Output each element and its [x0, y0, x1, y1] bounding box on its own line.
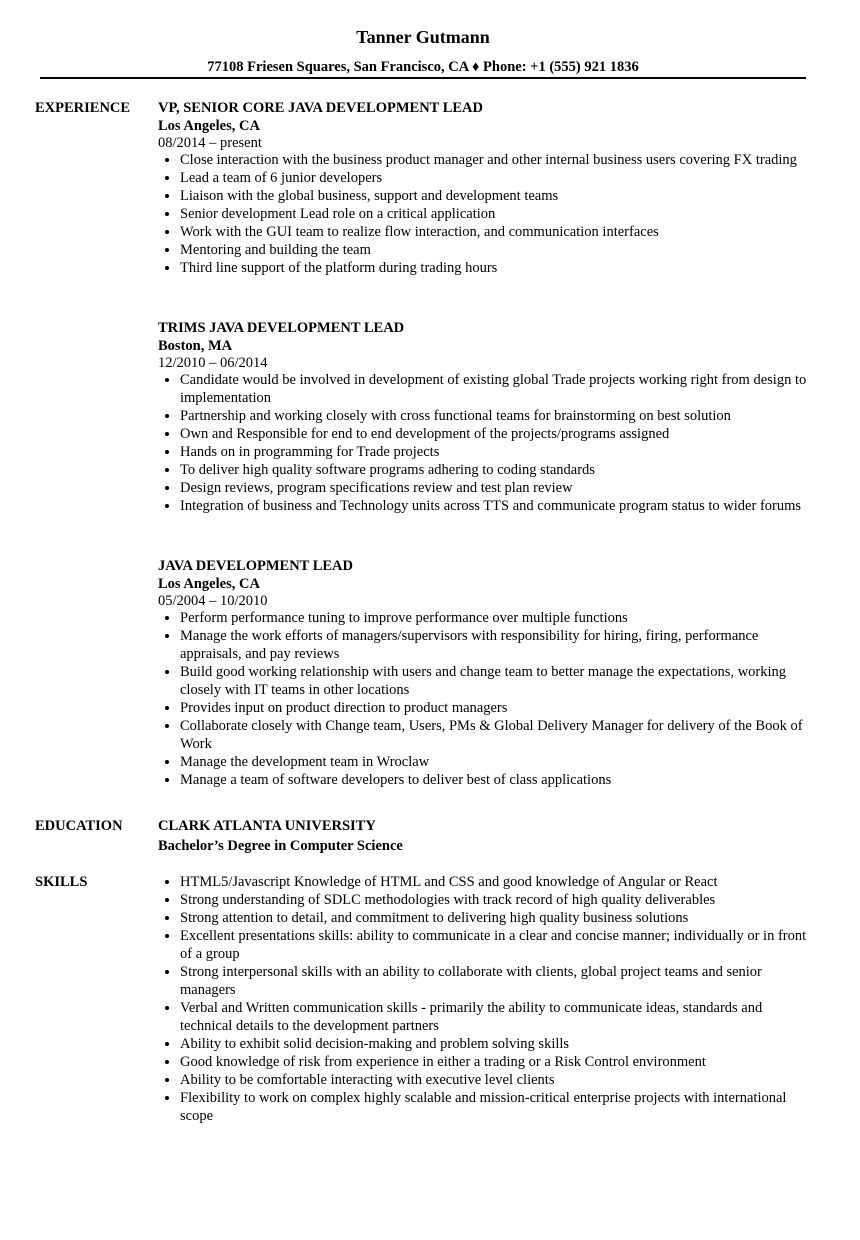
- skill-item: Strong interpersonal skills with an ability to collaborate with clients, global project teams and senior managers: [158, 963, 808, 999]
- section-label-education: EDUCATION: [35, 818, 123, 834]
- job-bullet: Collaborate closely with Change team, Users, PMs & Global Delivery Manager for delivery of the Book of Work: [158, 717, 808, 753]
- job-bullet: Senior development Lead role on a critical application: [158, 205, 808, 223]
- job-bullet: Liaison with the global business, support and development teams: [158, 187, 808, 205]
- job-bullet: Partnership and working closely with cross functional teams for brainstorming on best solution: [158, 407, 808, 425]
- job-bullet: To deliver high quality software programs adhering to coding standards: [158, 461, 808, 479]
- skill-item: Ability to exhibit solid decision-making and problem solving skills: [158, 1035, 808, 1053]
- skill-item: Ability to be comfortable interacting with executive level clients: [158, 1071, 808, 1089]
- header-divider: [40, 77, 806, 79]
- skill-item: HTML5/Javascript Knowledge of HTML and CSS and good knowledge of Angular or React: [158, 873, 808, 891]
- job-bullet: Candidate would be involved in development of existing global Trade projects working right from design to implementation: [158, 371, 808, 407]
- job-title: VP, SENIOR CORE JAVA DEVELOPMENT LEAD: [158, 100, 483, 116]
- job-dates: 05/2004 – 10/2010: [158, 593, 268, 609]
- skill-item: Flexibility to work on complex highly scalable and mission-critical enterprise projects with international scope: [158, 1089, 808, 1125]
- job-location: Los Angeles, CA: [158, 576, 260, 592]
- job-location: Los Angeles, CA: [158, 118, 260, 134]
- skill-item: Strong attention to detail, and commitment to delivering high quality business solutions: [158, 909, 808, 927]
- skill-item: Strong understanding of SDLC methodologies with track record of high quality deliverables: [158, 891, 808, 909]
- job-bullet: Hands on in programming for Trade projects: [158, 443, 808, 461]
- section-label-skills: SKILLS: [35, 874, 88, 890]
- job-dates: 08/2014 – present: [158, 135, 262, 151]
- job-bullet: Work with the GUI team to realize flow interaction, and communication interfaces: [158, 223, 808, 241]
- education-body: [158, 817, 808, 855]
- job-bullet: Mentoring and building the team: [158, 241, 808, 259]
- job-bullet: Third line support of the platform during trading hours: [158, 259, 808, 277]
- job-entry: [158, 319, 808, 515]
- job-bullets: [158, 371, 808, 515]
- job-title: JAVA DEVELOPMENT LEAD: [158, 558, 353, 574]
- job-bullet: Own and Responsible for end to end development of the projects/programs assigned: [158, 425, 808, 443]
- education-school: CLARK ATLANTA UNIVERSITY: [158, 818, 376, 834]
- section-label-experience: EXPERIENCE: [35, 100, 131, 116]
- job-bullet: Manage a team of software developers to deliver best of class applications: [158, 771, 808, 789]
- job-bullet: Manage the development team in Wroclaw: [158, 753, 808, 771]
- job-bullet: Lead a team of 6 junior developers: [158, 169, 808, 187]
- job-entry: [158, 99, 808, 277]
- skill-item: Verbal and Written communication skills - primarily the ability to communicate ideas, standards and technical details to the development partners: [158, 999, 808, 1035]
- job-bullet: Perform performance tuning to improve performance over multiple functions: [158, 609, 808, 627]
- job-bullet: Build good working relationship with users and change team to better manage the expectations, working closely with IT teams in other locations: [158, 663, 808, 699]
- job-title: TRIMS JAVA DEVELOPMENT LEAD: [158, 320, 405, 336]
- contact-line: 77108 Friesen Squares, San Francisco, CA ♦ Phone: +1 (555) 921 1836: [207, 59, 639, 75]
- job-location: Boston, MA: [158, 338, 233, 354]
- skills-body: [158, 873, 808, 1125]
- skills-list: [158, 873, 808, 1125]
- job-bullet: Design reviews, program specifications review and test plan review: [158, 479, 808, 497]
- job-entry: [158, 557, 808, 789]
- job-bullet: Manage the work efforts of managers/supervisors with responsibility for hiring, firing, performance appraisals, and pay reviews: [158, 627, 808, 663]
- job-bullets: [158, 151, 808, 277]
- resume-header: [40, 26, 806, 76]
- job-dates: 12/2010 – 06/2014: [158, 355, 268, 371]
- skill-item: Good knowledge of risk from experience in either a trading or a Risk Control environment: [158, 1053, 808, 1071]
- skill-item: Excellent presentations skills: ability to communicate in a clear and concise manner; individually or in front of a group: [158, 927, 808, 963]
- job-bullet: Close interaction with the business product manager and other internal business users covering FX trading: [158, 151, 808, 169]
- job-bullet: Provides input on product direction to product managers: [158, 699, 808, 717]
- education-degree: Bachelor’s Degree in Computer Science: [158, 838, 403, 854]
- job-bullet: Integration of business and Technology units across TTS and communicate program status to wider forums: [158, 497, 808, 515]
- candidate-name: Tanner Gutmann: [356, 27, 490, 47]
- job-bullets: [158, 609, 808, 789]
